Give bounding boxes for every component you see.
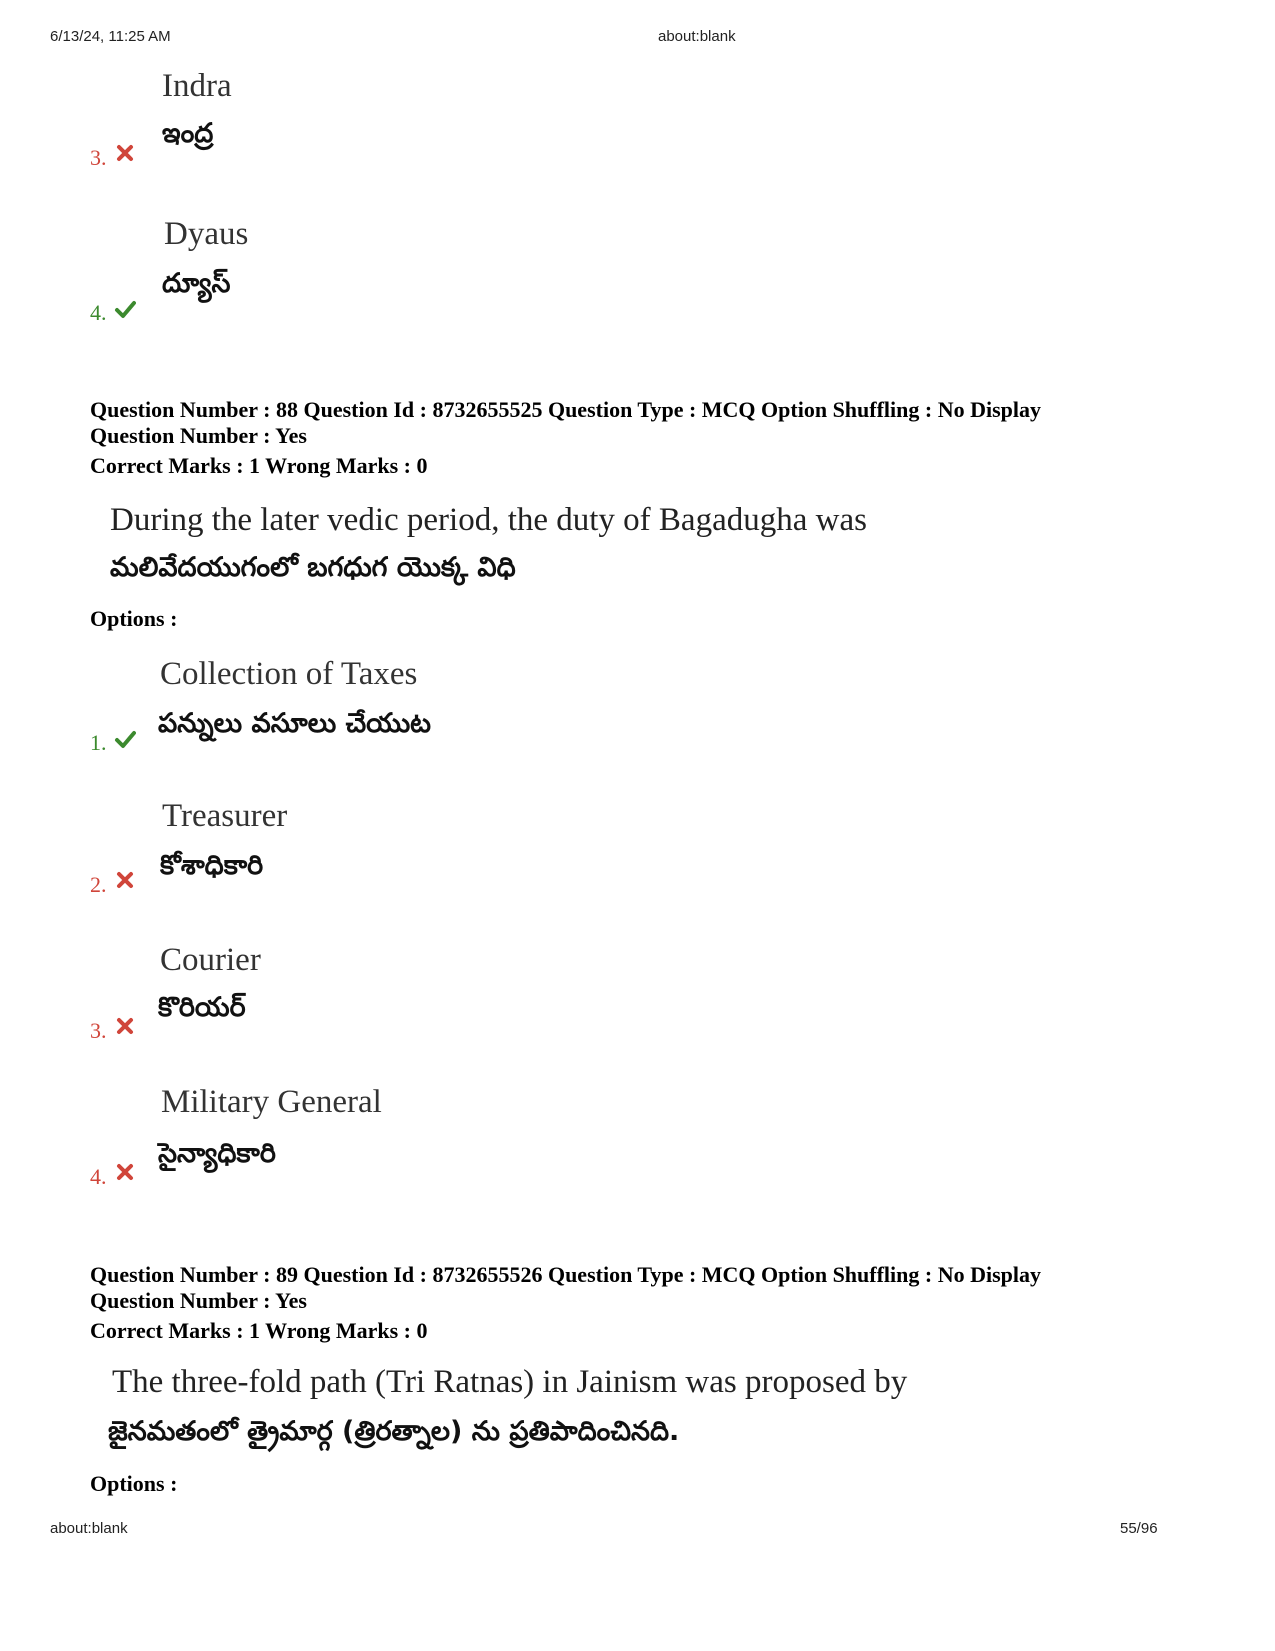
option-text-te: ద్యూస్ (162, 268, 231, 299)
option-text-en: Collection of Taxes (160, 656, 418, 692)
option-number: 4. (90, 1164, 107, 1189)
option-number: 2. (90, 872, 107, 897)
question-marks: Correct Marks : 1 Wrong Marks : 0 (90, 1318, 428, 1343)
question-text-en: The three-fold path (Tri Ratnas) in Jainism was proposed by (112, 1364, 908, 1400)
option-number: 1. (90, 730, 107, 755)
question-meta-line1: Question Number : 88 Question Id : 8732655525 Question Type : MCQ Option Shuffling : No Display (90, 397, 1042, 422)
correct-check-icon (114, 298, 136, 320)
wrong-cross-icon (114, 869, 136, 891)
print-title: about:blank (658, 28, 736, 45)
option-number: 4. (90, 300, 107, 325)
option-text-te: పన్నులు వసూలు చేయుట (158, 708, 432, 739)
wrong-cross-icon (114, 1161, 136, 1183)
question-meta-line2: Question Number : Yes (90, 1288, 307, 1313)
print-datetime: 6/13/24, 11:25 AM (50, 28, 171, 45)
option-number: 3. (90, 1018, 107, 1043)
option-text-te: కొరియర్ (158, 992, 246, 1023)
question-text-en: During the later vedic period, the duty of Bagadugha was (110, 502, 867, 538)
option-text-te: ఇంద్ర (162, 118, 214, 149)
wrong-cross-icon (114, 142, 136, 164)
option-text-en: Indra (162, 68, 232, 104)
options-label: Options : (90, 1471, 178, 1496)
correct-check-icon (114, 728, 136, 750)
wrong-cross-icon (114, 1015, 136, 1037)
question-meta-line1: Question Number : 89 Question Id : 8732655526 Question Type : MCQ Option Shuffling : No Display (90, 1262, 1042, 1287)
option-text-en: Courier (160, 942, 261, 978)
footer-url: about:blank (50, 1520, 128, 1537)
question-meta-line2: Question Number : Yes (90, 423, 307, 448)
option-text-te: సైన్యాధికారి (158, 1138, 276, 1169)
option-text-en: Military General (161, 1084, 382, 1120)
question-text-te: మలివేదయుగంలో బగధుగ యొక్క విధి (110, 552, 516, 583)
question-text-te: జైనమతంలో త్రైమార్గ (త్రిరత్నాల) ను ప్రతిపాదించినది. (108, 1416, 680, 1447)
option-text-en: Dyaus (164, 216, 249, 252)
options-label: Options : (90, 606, 178, 631)
option-text-en: Treasurer (162, 798, 288, 834)
option-number: 3. (90, 145, 107, 170)
option-text-te: కోశాధికారి (160, 850, 264, 881)
question-marks: Correct Marks : 1 Wrong Marks : 0 (90, 453, 428, 478)
page-number: 55/96 (1120, 1520, 1158, 1537)
